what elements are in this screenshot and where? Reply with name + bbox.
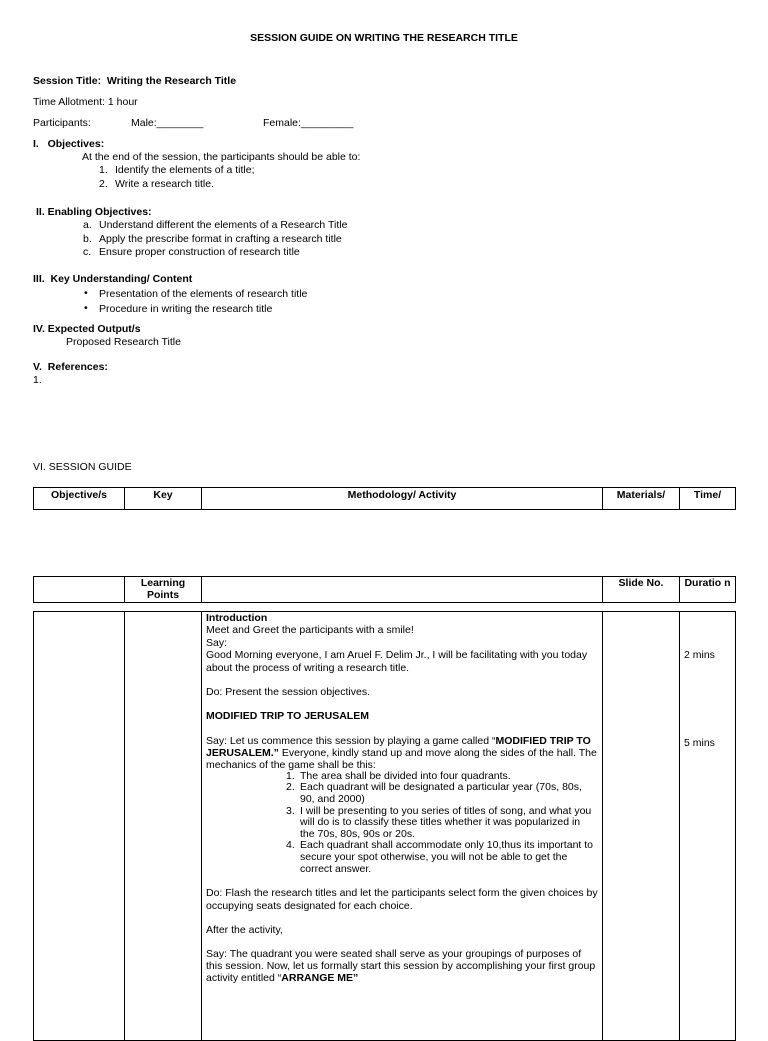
document-title: SESSION GUIDE ON WRITING THE RESEARCH TITLE — [250, 32, 518, 44]
key-understanding-heading: III. Key Understanding/ Content — [33, 273, 193, 285]
list-marker: a. — [83, 219, 92, 231]
objective-item-text: Write a research title. — [115, 178, 215, 190]
header-methodology: Methodology/ Activity — [202, 488, 603, 510]
intro-heading: Introduction — [206, 612, 268, 624]
list-marker: 2. — [286, 781, 295, 794]
subheader-learning-points: Learning Points — [125, 577, 202, 603]
after-text: After the activity, — [206, 924, 283, 936]
mechanics-text: I will be presenting to you series of titles of song, and what you will do is to classify these titles whether it was popularized in the 70s, 80s, 90s or 20s. — [300, 804, 592, 840]
objective-item-text: Identify the elements of a title; — [115, 164, 255, 176]
say-game-text-2: Everyone, kindly stand up and move along the sides of the hall. The mechanics of the game shall be this: — [206, 746, 597, 771]
time-allotment-value: 1 hour — [107, 96, 138, 108]
do-flash-text: Do: Flash the research titles and let the participants select form the given choices by occupying seats designated for each choice. — [206, 887, 598, 912]
expected-output-text: Proposed Research Title — [66, 336, 181, 348]
objective-item — [99, 164, 108, 176]
session-guide-heading: VI. SESSION GUIDE — [33, 461, 132, 473]
greeting-text: Good Morning everyone, I am Aruel F. Delim Jr., I will be facilitating with you today about the process of writing a research title. — [206, 649, 588, 674]
list-marker: c. — [83, 246, 92, 258]
say-label: Say: — [206, 636, 228, 649]
participants-female: Female:_________ — [263, 117, 354, 129]
list-marker: 3. — [286, 804, 295, 817]
session-title-value: Writing the Research Title — [106, 75, 237, 87]
session-title-label: Session Title: — [33, 75, 102, 87]
say-game-paragraph — [206, 735, 598, 771]
arrange-me-title: ARRANGE ME” — [281, 972, 359, 985]
reference-item: 1. — [33, 374, 42, 386]
list-marker: b. — [83, 233, 92, 245]
mechanics-text: Each quadrant shall accommodate only 10,thus its important to secure your spot otherwise, you will not be able to get the correct answer. — [300, 839, 593, 875]
objective-item — [99, 178, 108, 190]
subheader-duration: Duratio n — [680, 577, 736, 603]
header-time: Time/ — [680, 488, 736, 510]
say-quadrant-text: Say: The quadrant you were seated shall serve as your groupings of purposes of this session. Now, let us formally start this session by accomplishing your first group activity entitled “ — [206, 948, 596, 985]
duration-value: 2 mins — [684, 649, 715, 661]
game-name: MODIFIED TRIP TO JERUSALEM.” — [206, 734, 591, 759]
list-marker: 4. — [286, 839, 295, 852]
mechanics-item — [286, 782, 594, 805]
say-quadrant-paragraph — [206, 948, 598, 984]
meet-text: Meet and Greet the participants with a smile! — [206, 624, 414, 637]
session-title-line — [33, 75, 236, 87]
list-marker: 1. — [286, 769, 295, 782]
bullet-icon: • — [84, 302, 88, 314]
list-marker: 1. — [99, 164, 108, 176]
objective-cell — [34, 612, 125, 1041]
objectives-intro: At the end of the session, the participants should be able to: — [82, 151, 361, 163]
subheader-slide-no: Slide No. — [603, 577, 680, 603]
enabling-item-text: Understand different the elements of a Research Title — [99, 219, 348, 231]
header-objectives: Objective/s — [34, 488, 125, 510]
session-guide-header-table — [33, 487, 736, 510]
mechanics-text: Each quadrant will be designated a particular year (70s, 80s, 90, and 2000) — [300, 781, 582, 806]
mechanics-text: The area shall be divided into four quadrants. — [300, 769, 511, 782]
subheader-blank — [34, 577, 125, 603]
expected-output-heading: IV. Expected Output/s — [33, 323, 141, 335]
references-heading: V. References: — [33, 361, 108, 373]
mechanics-item — [286, 806, 594, 841]
bullet-icon: • — [84, 287, 88, 299]
methodology-cell — [202, 612, 603, 1041]
participants-male: Male:________ — [131, 117, 204, 129]
do-present-text: Do: Present the session objectives. — [206, 686, 371, 699]
duration-value: 5 mins — [684, 737, 715, 749]
session-guide-subheader-table — [33, 576, 736, 603]
duration-cell — [680, 612, 736, 1041]
subheader-blank — [202, 577, 603, 603]
objectives-heading: I. Objectives: — [33, 138, 105, 150]
list-marker: 2. — [99, 178, 108, 190]
participants-label: Participants: — [33, 117, 91, 129]
enabling-item-text: Ensure proper construction of research title — [99, 246, 300, 258]
game-heading: MODIFIED TRIP TO JERUSALEM — [206, 710, 369, 723]
session-guide-body-table — [33, 611, 736, 1041]
header-materials: Materials/ — [603, 488, 680, 510]
mechanics-item — [286, 840, 594, 875]
enabling-heading: II. Enabling Objectives: — [36, 206, 152, 218]
header-key: Key — [125, 488, 202, 510]
learning-points-cell — [125, 612, 202, 1041]
enabling-item-text: Apply the prescribe format in crafting a research title — [99, 233, 342, 245]
time-allotment-label: Time Allotment: — [33, 96, 105, 108]
mechanics-list — [286, 771, 594, 875]
say-game-text: Say: Let us commence this session by playing a game called “ — [206, 734, 496, 747]
key-item-text: Presentation of the elements of research title — [99, 288, 308, 300]
key-item-text: Procedure in writing the research title — [99, 303, 273, 315]
slide-no-cell — [603, 612, 680, 1041]
time-allotment-line — [33, 96, 138, 108]
